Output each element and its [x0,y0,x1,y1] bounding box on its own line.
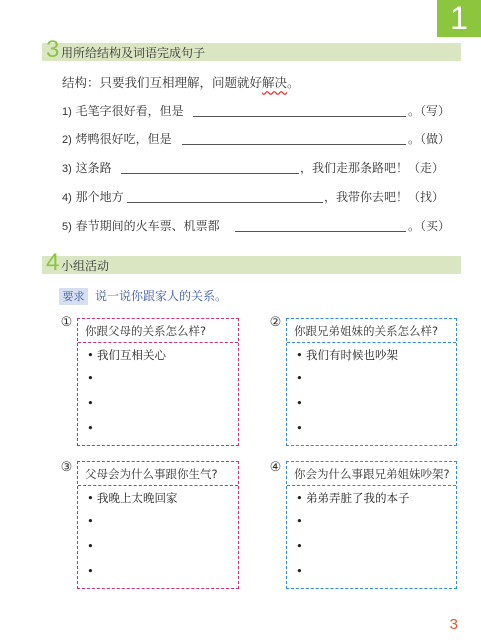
exercise-number: 5) [62,221,72,233]
box-divider [78,342,238,343]
requirement-badge: 要求 [59,288,88,305]
exercise-1-end: 。（写） [408,104,451,118]
exercise-number: 4) [62,192,72,204]
exercise-4-end: ，我带你去吧！（找） [324,190,445,204]
exercise-prompt: 春节期间的火车票、机票都 [75,219,220,233]
box-question: 父母会为什么事跟你生气? [85,467,218,481]
bullet-item[interactable]: • [87,371,94,385]
exercise-number: 3) [62,163,72,175]
structure-highlight: 解决 [262,75,288,90]
question-box-1[interactable] [77,318,239,446]
exercise-number: 2) [62,134,72,146]
box-4-number: ④ [269,459,282,474]
box-3-number: ③ [60,459,73,474]
box-2-number: ② [269,314,282,329]
bullet-item[interactable]: • [296,564,303,578]
bullet-item[interactable]: • [87,564,94,578]
exercise-3 [62,159,112,176]
question-box-4[interactable] [286,461,457,589]
answer-line-1[interactable] [193,116,406,117]
box-question: 你跟兄弟姐妹的关系怎么样? [294,324,439,338]
box-divider [287,342,456,343]
box-1-number: ① [60,314,73,329]
bullet-item[interactable]: • [296,371,303,385]
chapter-tab: 1 [437,0,481,37]
answer-line-2[interactable] [182,144,406,145]
exercise-5-end: 。（买） [408,219,451,233]
exercise-number: 1) [62,106,72,118]
bullet-item[interactable]: • [296,396,303,410]
bullet-item[interactable]: • [87,421,94,435]
exercise-4 [62,188,124,205]
exercise-prompt: 这条路 [75,161,112,175]
bullet-item[interactable]: • [87,539,94,553]
structure-sentence [62,73,300,91]
question-box-2[interactable] [286,318,457,446]
section-3-number: 3 [46,36,60,63]
question-box-3[interactable] [77,461,239,589]
exercise-2-end: 。（做） [408,132,451,146]
box-divider [78,485,238,486]
section-3-title: 用所给结构及词语完成句子 [61,46,206,60]
bullet-item[interactable]: • [296,539,303,553]
page-number: 3 [449,616,458,633]
bullet-item[interactable]: • 我们互相关心 [87,348,166,362]
exercise-prompt: 那个地方 [75,190,124,204]
exercise-2 [62,130,172,147]
bullet-item[interactable]: • [87,396,94,410]
exercise-5 [62,217,220,234]
exercise-prompt: 烤鸭很好吃，但是 [75,132,172,146]
bullet-item[interactable]: • [296,514,303,528]
box-question: 你会为什么事跟兄弟姐妹吵架? [294,467,450,481]
bullet-item[interactable]: • 弟弟弄脏了我的本子 [296,491,410,505]
answer-line-3[interactable] [121,173,299,174]
section-4-title: 小组活动 [61,259,110,273]
answer-line-5[interactable] [235,231,406,232]
bullet-item[interactable]: • [296,421,303,435]
box-divider [287,485,456,486]
box-question: 你跟父母的关系怎么样? [85,324,207,338]
structure-prefix: 结构：只要我们互相理解，问题就好 [62,75,263,90]
requirement-text: 说一说你跟家人的关系。 [95,289,228,303]
bullet-item[interactable]: • 我晚上太晚回家 [87,491,178,505]
exercise-3-end: ，我们走那条路吧！（走） [300,161,445,175]
structure-suffix: 。 [287,75,300,90]
exercise-1 [62,102,184,119]
answer-line-4[interactable] [127,202,323,203]
bullet-item[interactable]: • 我们有时候也吵架 [296,348,398,362]
exercise-prompt: 毛笔字很好看，但是 [75,104,184,118]
section-4-number: 4 [46,249,60,276]
bullet-item[interactable]: • [87,514,94,528]
